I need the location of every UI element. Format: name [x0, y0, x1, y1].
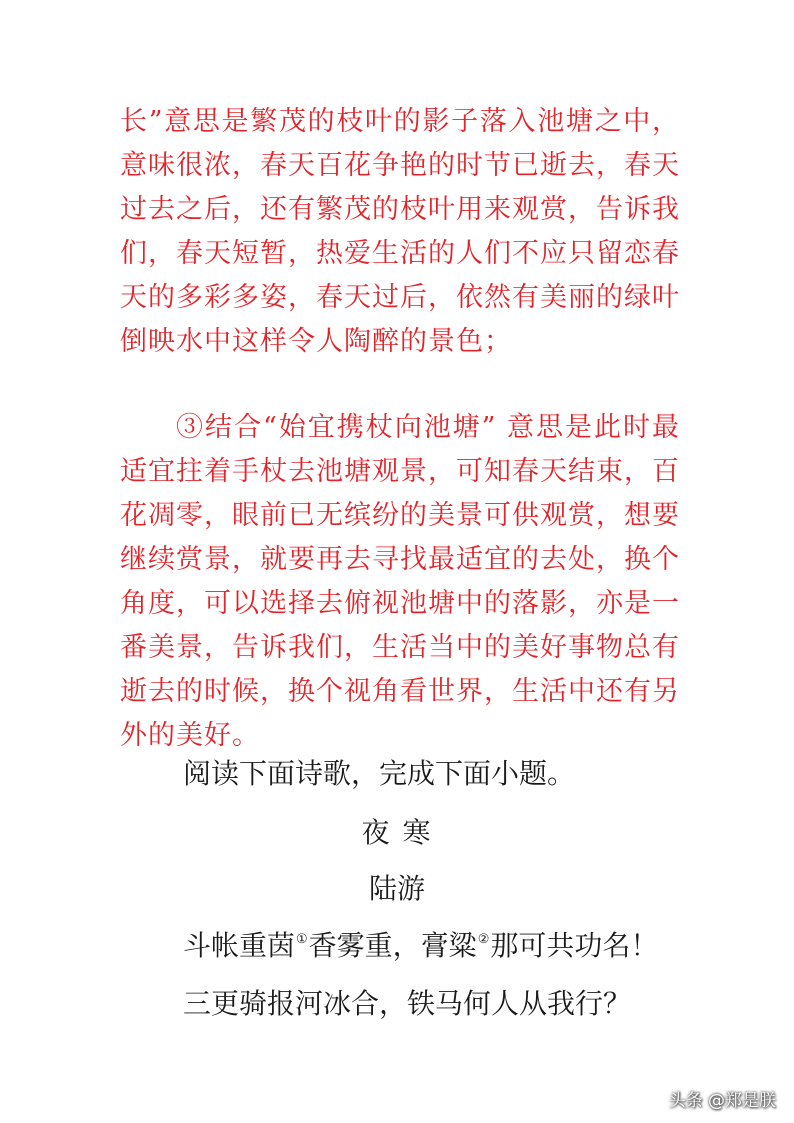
poem-author: 陆游	[368, 872, 425, 905]
watermark: 头条 @郑是朕	[668, 1091, 776, 1111]
poem-line-text: 香雾重，膏粱	[308, 929, 477, 962]
answer-analysis-paragraph: 长”意思是繁茂的枝叶的影子落入池塘之中，意味很浓，春天百花争艳的时节已逝去，春天过去之后，还有繁茂的枝叶用来观赏，告诉我们，春天短暂，热爱生活的人们不应只留恋春天的多彩多姿，春天过后，依然有美丽的绿叶倒映水中这样令人陶醉的景色；	[120, 106, 680, 357]
poem-line-text: 那可共功名！	[490, 929, 659, 962]
answer-analysis-paragraph: ③结合“始宜携杖向池塘” 意思是此时最适宜拄着手杖去池塘观景，可知春天结束，百花凋零，眼前已无缤纷的美景可供观赏，想要继续赏景，就要再去寻找最适宜的去处，换个角度，可以选择去俯视池塘中的落影，亦是一番美景，告诉我们，生活当中的美好事物总有逝去的时候，换个视角看世界，生活中还有另外的美好。	[120, 412, 680, 751]
footnote-marker: ①	[296, 932, 308, 947]
poem-title: 夜 寒	[361, 816, 433, 849]
poem-line	[183, 924, 658, 968]
poem-line-text: 斗帐重茵	[183, 929, 296, 962]
poem-line: 三更骑报河冰合，铁马何人从我行？	[183, 987, 632, 1020]
question-instruction: 阅读下面诗歌，完成下面小题。	[183, 757, 576, 790]
footnote-marker: ②	[477, 932, 490, 947]
